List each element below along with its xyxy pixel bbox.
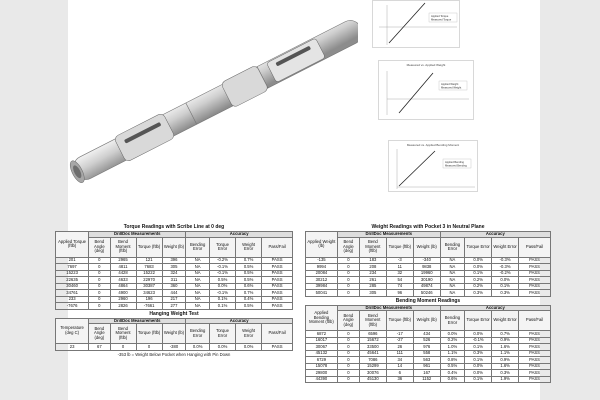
table-cell: 6872 <box>306 331 338 338</box>
table-cell: 0.7% <box>236 257 262 264</box>
table-cell: 49874 <box>413 283 440 290</box>
table-cell: -380 <box>162 344 186 351</box>
table-cell: 0.3% <box>465 350 492 357</box>
table-cell: PASS <box>519 270 551 277</box>
table-cell: 0.3% <box>492 370 519 377</box>
table-cell: 33500 <box>359 344 386 351</box>
table-cell: 44390 <box>306 376 338 383</box>
table-cell: 0 <box>337 357 359 364</box>
table-row <box>56 344 293 351</box>
table-cell: 34761 <box>56 290 89 297</box>
table-cell: 0 <box>337 344 359 351</box>
weight-table-body <box>306 257 551 296</box>
table-cell: 0.7% <box>236 290 262 297</box>
table-cell: 15222 <box>136 270 162 277</box>
table-cell: 22970 <box>136 277 162 284</box>
table-cell: PASS <box>519 264 551 271</box>
table-cell: 30460 <box>56 283 89 290</box>
drill-sub-image <box>68 0 358 200</box>
group-header: Accuracy <box>440 305 550 311</box>
col-header: Bend Angle (deg) <box>337 237 359 257</box>
table-cell: PASS <box>519 344 551 351</box>
torque-table-title: Torque Readings with Scribe Line at 0 deg <box>123 224 225 230</box>
table-cell: 45132 <box>306 350 338 357</box>
table-cell: 0 <box>337 376 359 383</box>
table-cell: 0 <box>337 363 359 370</box>
table-cell: 0.2% <box>465 277 492 284</box>
hanging-table-body <box>56 344 293 351</box>
table-cell: 0 <box>136 344 162 351</box>
table-cell: 0.8% <box>440 357 465 364</box>
table-cell: PASS <box>262 277 293 284</box>
col-header: Weight Error <box>236 237 262 257</box>
table-cell: 16017 <box>306 337 338 344</box>
table-cell: -0.3% <box>492 257 519 264</box>
torque-chart <box>372 0 460 48</box>
col-header: Bend Moment (ftlb) <box>359 311 386 331</box>
table-cell: 6 <box>386 370 413 377</box>
table-cell: 0.7% <box>492 331 519 338</box>
table-cell: 30387 <box>136 283 162 290</box>
col-header: Applied Torque (ftlb) <box>56 232 89 258</box>
table-cell: 54 <box>386 277 413 284</box>
table-cell: 360 <box>162 283 186 290</box>
table-cell: NA <box>186 303 210 310</box>
table-cell: PASS <box>519 363 551 370</box>
table-cell: 26 <box>386 344 413 351</box>
table-cell: -340 <box>413 257 440 264</box>
table-cell: 45641 <box>359 350 386 357</box>
table-cell: 0.0% <box>465 331 492 338</box>
table-cell: 0 <box>337 277 359 284</box>
table-cell: PASS <box>519 376 551 383</box>
table-cell: 30190 <box>413 277 440 284</box>
table-cell: NA <box>186 277 210 284</box>
table-cell: 0 <box>89 257 110 264</box>
table-cell: 976 <box>413 344 440 351</box>
hanging-note: -353 lb = Weight Below Pocket when Hanging with Pin Down <box>117 351 231 357</box>
col-header: Pass/Fail <box>519 237 551 257</box>
table-cell: 0 <box>337 370 359 377</box>
table-cell: -7676 <box>56 303 89 310</box>
table-cell: 0 <box>337 331 359 338</box>
table-cell: PASS <box>262 283 293 290</box>
table-cell: NA <box>440 264 465 271</box>
bending-table-title: Bending Moment Readings <box>395 297 461 304</box>
table-cell: 1.1% <box>440 350 465 357</box>
table-cell: 30212 <box>306 277 338 284</box>
table-cell: 4864 <box>110 283 136 290</box>
table-cell: NA <box>440 277 465 284</box>
bending-table <box>305 305 551 384</box>
col-header: Weight Error <box>236 324 262 344</box>
table-cell: 0.0% <box>465 264 492 271</box>
col-header: Weight (lb) <box>413 237 440 257</box>
table-cell: 34623 <box>136 290 162 297</box>
table-cell: 15223 <box>56 270 89 277</box>
table-cell: 961 <box>413 363 440 370</box>
bending-chart-legend-2: Measured Bending <box>445 164 467 168</box>
torque-chart-legend-2: Measured Torque <box>431 18 452 22</box>
table-cell: 444 <box>162 290 186 297</box>
col-header: Weight Error <box>492 237 519 257</box>
table-cell: 0 <box>89 283 110 290</box>
torque-table <box>55 231 293 310</box>
table-cell: 9838 <box>413 264 440 271</box>
table-cell: -135 <box>306 257 338 264</box>
table-cell: 0.0% <box>440 331 465 338</box>
table-cell: 0.5% <box>210 277 236 284</box>
weight-table-block <box>305 224 551 383</box>
hanging-table <box>55 318 293 351</box>
col-header: Pass/Fail <box>519 311 551 331</box>
table-cell: 0 <box>89 296 110 303</box>
table-cell: 20084 <box>306 270 338 277</box>
table-cell: 0.9% <box>492 337 519 344</box>
col-header: Weight (lb) <box>413 311 440 331</box>
table-cell: 196 <box>136 296 162 303</box>
table-cell: PASS <box>519 357 551 364</box>
table-cell: NA <box>440 283 465 290</box>
col-header: Torque (ftlb) <box>136 324 162 344</box>
table-cell: 11 <box>386 264 413 271</box>
table-cell: 1.0% <box>440 344 465 351</box>
table-cell: 0.0% <box>186 344 210 351</box>
table-cell: 0.1% <box>465 344 492 351</box>
weight-chart-legend-2: Measured Weight <box>441 86 462 90</box>
table-cell: 4811 <box>110 264 136 271</box>
table-cell: -0.3% <box>492 264 519 271</box>
table-cell: 0.0% <box>465 363 492 370</box>
table-cell: NA <box>440 257 465 264</box>
group-header: Accuracy <box>186 318 293 324</box>
table-cell: 0 <box>337 290 359 297</box>
table-cell: 0.5% <box>236 303 262 310</box>
table-cell: 0.0% <box>236 344 262 351</box>
table-cell: 1152 <box>413 376 440 383</box>
col-header: Torque (ftlb) <box>386 237 413 257</box>
table-cell: 324 <box>162 270 186 277</box>
weight-chart-title: Measured vs. Applied Weight <box>406 63 446 67</box>
table-cell: 1.9% <box>492 376 519 383</box>
table-cell: PASS <box>519 257 551 264</box>
table-cell: 0 <box>110 344 136 351</box>
table-cell: 0.1% <box>210 296 236 303</box>
table-cell: 121 <box>136 257 162 264</box>
torque-table-block <box>55 224 293 358</box>
table-cell: 0.1% <box>210 303 236 310</box>
col-header: Weight (lb) <box>162 237 186 257</box>
col-header: Bending Error <box>440 311 465 331</box>
table-cell: PASS <box>262 270 293 277</box>
table-cell: -27 <box>386 337 413 344</box>
table-cell: PASS <box>519 283 551 290</box>
col-header: Temperature (deg C) <box>56 318 89 344</box>
col-header: Bending Error <box>440 237 465 257</box>
table-cell: 15078 <box>306 363 338 370</box>
table-cell: 0 <box>337 264 359 271</box>
table-cell: 208 <box>359 264 386 271</box>
table-cell: 0.2% <box>440 337 465 344</box>
col-header: Torque Error <box>465 237 492 257</box>
table-cell: 305 <box>359 290 386 297</box>
table-cell: NA <box>440 290 465 297</box>
col-header: Torque Error <box>210 237 236 257</box>
table-cell: 74 <box>386 283 413 290</box>
torque-table-body <box>56 257 293 309</box>
table-cell: PASS <box>519 337 551 344</box>
table-cell: 34 <box>386 357 413 364</box>
table-cell: 29800 <box>306 370 338 377</box>
table-cell: PASS <box>262 257 293 264</box>
table-cell: 67 <box>89 344 110 351</box>
table-cell: 0 <box>89 270 110 277</box>
table-cell: 396 <box>162 257 186 264</box>
table-cell: 0.5% <box>440 363 465 370</box>
table-cell: 0 <box>89 303 110 310</box>
col-header: Torque Error <box>465 311 492 331</box>
table-cell: 277 <box>162 303 186 310</box>
table-cell: 0.3% <box>492 290 519 297</box>
weight-chart <box>378 60 474 120</box>
table-cell: 50246 <box>413 290 440 297</box>
table-cell: 0 <box>337 257 359 264</box>
col-header: Bending Error <box>186 324 210 344</box>
group-header: Accuracy <box>186 232 293 238</box>
table-cell: 4633 <box>110 277 136 284</box>
table-cell: 311 <box>162 277 186 284</box>
group-header: DrillDoc Measurements <box>89 232 186 238</box>
table-cell: 7086 <box>359 357 386 364</box>
col-header: Bend Moment (ftlb) <box>110 324 136 344</box>
table-cell: 0.0% <box>210 283 236 290</box>
table-cell: 0.0% <box>492 277 519 284</box>
table-cell: 4428 <box>110 270 136 277</box>
table-cell: -0.2% <box>210 257 236 264</box>
table-row <box>306 290 551 297</box>
col-header: Applied Weight (lb) <box>306 232 338 258</box>
table-cell: 261 <box>359 277 386 284</box>
table-cell: -0.2% <box>492 270 519 277</box>
table-cell: -17 <box>386 331 413 338</box>
col-header: Pass/Fail <box>262 237 293 257</box>
table-cell: 19960 <box>413 270 440 277</box>
table-cell: 7683 <box>136 264 162 271</box>
table-row <box>56 303 293 310</box>
col-header: Bend Angle (deg) <box>337 311 359 331</box>
table-cell: 6596 <box>359 331 386 338</box>
table-cell: 0.1% <box>465 376 492 383</box>
group-header: DrillDoc Measurements <box>89 318 186 324</box>
table-cell: 96 <box>386 290 413 297</box>
group-header: DrillDoc Measurements <box>337 305 440 311</box>
col-header: Bend Moment (ftlb) <box>110 237 136 257</box>
table-cell: 50041 <box>306 290 338 297</box>
table-cell: -7661 <box>136 303 162 310</box>
table-cell: 0.6% <box>440 376 465 383</box>
table-cell: -0.1% <box>465 337 492 344</box>
table-cell: 111 <box>386 350 413 357</box>
col-header: Torque (ftlb) <box>386 311 413 331</box>
table-cell: -0.1% <box>210 264 236 271</box>
table-cell: 1.6% <box>492 344 519 351</box>
table-cell: 2960 <box>110 296 136 303</box>
table-cell: 0 <box>337 350 359 357</box>
table-cell: 30076 <box>359 370 386 377</box>
table-cell: 6729 <box>306 357 338 364</box>
table-cell: NA <box>186 257 210 264</box>
table-cell: 0.5% <box>236 264 262 271</box>
table-cell: 15672 <box>359 337 386 344</box>
table-cell: PASS <box>519 331 551 338</box>
table-cell: 23 <box>56 344 89 351</box>
table-cell: 32 <box>386 270 413 277</box>
group-header: DrillDoc Measurements <box>337 232 440 238</box>
table-cell: PASS <box>262 290 293 297</box>
table-cell: 2826 <box>110 303 136 310</box>
table-cell: 0.6% <box>236 283 262 290</box>
table-cell: 0 <box>89 264 110 271</box>
table-cell: 563 <box>413 357 440 364</box>
table-cell: 4900 <box>110 290 136 297</box>
table-cell: 201 <box>56 257 89 264</box>
table-cell: 1.1% <box>492 350 519 357</box>
table-cell: 0.2% <box>465 283 492 290</box>
weight-table-title: Weight Readings with Pocket 3 in Neutral Plane <box>371 224 485 230</box>
table-cell: PASS <box>519 277 551 284</box>
table-cell: 526 <box>413 337 440 344</box>
table-cell: 0 <box>337 283 359 290</box>
table-cell: 0.0% <box>210 344 236 351</box>
table-cell: 558 <box>413 350 440 357</box>
col-header: Bend Angle (deg) <box>89 324 110 344</box>
table-cell: 39984 <box>306 283 338 290</box>
table-cell: PASS <box>519 370 551 377</box>
col-header: Torque Error <box>210 324 236 344</box>
col-header: Weight Error <box>492 311 519 331</box>
table-cell: 0.5% <box>236 277 262 284</box>
table-cell: 305 <box>162 264 186 271</box>
table-cell: 0.1% <box>465 270 492 277</box>
table-cell: 217 <box>162 296 186 303</box>
bending-chart <box>388 140 478 192</box>
table-cell: 14 <box>386 363 413 370</box>
col-header: Weight (lb) <box>162 324 186 344</box>
table-cell: 0.5% <box>236 270 262 277</box>
table-cell: 0 <box>337 337 359 344</box>
table-cell: PASS <box>262 303 293 310</box>
bending-chart-title: Measured vs. Applied Bending Moment <box>406 143 460 147</box>
table-cell: 22635 <box>56 277 89 284</box>
table-cell: 0.4% <box>440 370 465 377</box>
table-cell: NA <box>186 270 210 277</box>
table-cell: 2965 <box>110 257 136 264</box>
table-cell: 0.1% <box>492 283 519 290</box>
table-cell: NA <box>186 296 210 303</box>
col-header: Bend Moment (ftlb) <box>359 237 386 257</box>
table-cell: 30067 <box>306 344 338 351</box>
table-cell: 0.4% <box>236 296 262 303</box>
table-cell: PASS <box>519 350 551 357</box>
table-cell: 45130 <box>359 376 386 383</box>
col-header: Pass/Fail <box>262 324 293 344</box>
table-cell: PASS <box>262 344 293 351</box>
table-cell: 167 <box>413 370 440 377</box>
table-cell: 0 <box>89 277 110 284</box>
bending-chart-legend-1: Applied Bending <box>445 161 464 164</box>
table-cell: 0.9% <box>492 357 519 364</box>
table-cell: 9994 <box>306 264 338 271</box>
table-cell: 15299 <box>359 363 386 370</box>
table-cell: 0 <box>337 270 359 277</box>
col-header: Applied Bending Moment (ftlb) <box>306 305 338 331</box>
col-header: Bend Angle (deg) <box>89 237 110 257</box>
table-cell: 0 <box>89 290 110 297</box>
bending-table-body <box>306 331 551 383</box>
table-cell: 233 <box>56 296 89 303</box>
table-cell: 0.1% <box>465 357 492 364</box>
table-cell: 0.0% <box>465 257 492 264</box>
weight-chart-legend-1: Applied Weight <box>441 83 459 86</box>
table-cell: 183 <box>359 257 386 264</box>
group-header: Accuracy <box>440 232 550 238</box>
table-cell: NA <box>186 264 210 271</box>
table-cell: 285 <box>359 283 386 290</box>
table-cell: NA <box>440 270 465 277</box>
table-cell: 0.0% <box>465 370 492 377</box>
col-header: Torque (ftlb) <box>136 237 162 257</box>
table-cell: 7697 <box>56 264 89 271</box>
table-cell: NA <box>186 283 210 290</box>
table-cell: NA <box>186 290 210 297</box>
table-cell: 234 <box>359 270 386 277</box>
table-cell: 434 <box>413 331 440 338</box>
weight-table <box>305 231 551 297</box>
table-cell: PASS <box>262 296 293 303</box>
torque-chart-legend-1: Applied Torque <box>431 15 449 18</box>
table-cell: PASS <box>519 290 551 297</box>
table-cell: 36 <box>386 376 413 383</box>
table-row <box>306 376 551 383</box>
table-cell: 0.3% <box>465 290 492 297</box>
hanging-table-title: Hanging Weight Test <box>149 310 199 317</box>
table-cell: 1.6% <box>492 363 519 370</box>
table-cell: -0.1% <box>210 290 236 297</box>
col-header: Bending Error <box>186 237 210 257</box>
table-cell: PASS <box>262 264 293 271</box>
table-cell: -3 <box>386 257 413 264</box>
table-cell: -0.1% <box>210 270 236 277</box>
